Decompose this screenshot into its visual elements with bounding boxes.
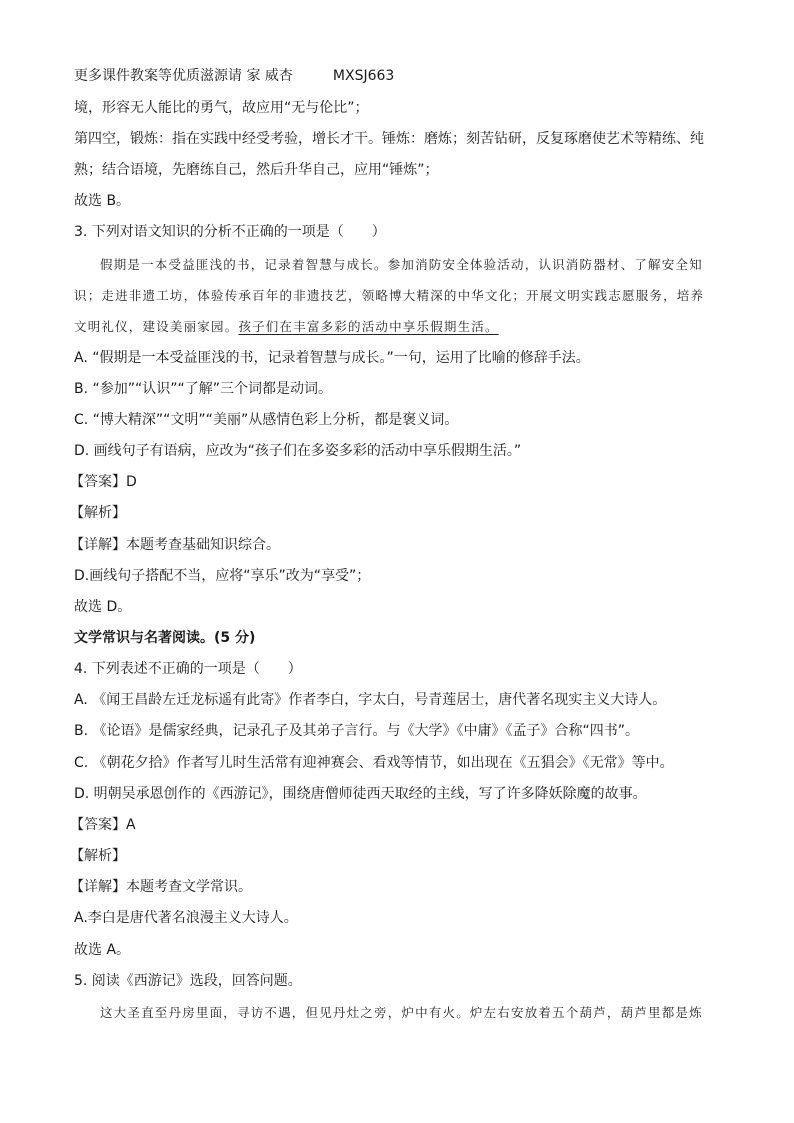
q3-passage-line-1: 假期是一本受益匪浅的书，记录着智慧与成长。参加消防安全体验活动，认识消防器材、了解安全知 [100, 257, 703, 272]
q4-analysis-label: 【解析】 [70, 848, 126, 864]
q3-analysis-label: 【解析】 [70, 505, 126, 521]
q4-answer: 【答案】A [70, 817, 136, 833]
prev-answer-line-3: 熟；结合语境，先磨练自己，然后升华自己，应用“锤炼”； [74, 162, 439, 178]
q3-passage-line-3 [74, 317, 499, 337]
prev-answer-line-1: 境，形容无人能比的勇气，故应用“无与伦比”； [74, 100, 369, 116]
q4-explanation: A.李白是唐代著名浪漫主义大诗人。 [74, 910, 298, 926]
q3-answer: 【答案】D [70, 474, 137, 490]
q4-option-b: B. 《论语》是儒家经典，记录孔子及其弟子言行。与《大学》《中庸》《孟子》合称“四书”。 [74, 723, 640, 739]
q3-option-b: B. “参加”“认识”“了解”三个词都是动词。 [74, 381, 333, 397]
q4-choose: 故选 A。 [74, 942, 131, 958]
q3-option-a: A. “假期是一本受益匪浅的书，记录着智慧与成长。”一句，运用了比喻的修辞手法。 [74, 350, 590, 366]
header-code: MXSJ663 [332, 68, 395, 84]
header-text: 更多课件教案等优质滋源请 家 威杏 [74, 68, 293, 84]
q4-option-d: D. 明朝吴承恩创作的《西游记》，围绕唐僧师徒西天取经的主线，写了许多降妖除魔的故事。 [74, 786, 647, 802]
q4-option-c: C. 《朝花夕拾》作者写儿时生活常有迎神赛会、看戏等情节，如出现在《五猖会》《无常》等中。 [74, 755, 674, 771]
q3-option-d: D. 画线句子有语病，应改为“孩子们在多姿多彩的活动中享乐假期生活。” [74, 443, 522, 459]
prev-answer-line-2: 第四空，锻炼：指在实践中经受考验，增长才干。锤炼：磨炼；刻苦钻研，反复琢磨使艺术等精练、纯 [74, 131, 704, 147]
prev-choose: 故选 B。 [74, 193, 131, 209]
section-title: 文学常识与名著阅读。(5 分) [74, 630, 256, 646]
q3-detail: 【详解】本题考查基础知识综合。 [70, 537, 280, 553]
q3-underlined-sentence: 孩子们在丰富多彩的活动中享乐假期生活。 [238, 319, 499, 334]
header-line [74, 66, 394, 86]
q5-passage-line-1: 这大圣直至丹房里面，寻访不遇，但见丹灶之旁，炉中有火。炉左右安放着五个葫芦，葫芦里都是炼 [100, 1005, 703, 1020]
q4-stem: 4. 下列表述不正确的一项是（ ） [74, 661, 302, 677]
q3-explanation: D.画线句子搭配不当，应将“享乐”改为“享受”； [74, 568, 371, 584]
q5-stem: 5. 阅读《西游记》选段，回答问题。 [74, 973, 302, 989]
q3-option-c: C. “博大精深”“文明”“美丽”从感情色彩上分析，都是褒义词。 [74, 412, 459, 428]
q4-detail: 【详解】本题考查文学常识。 [70, 879, 252, 895]
q3-passage-line-2: 识；走进非遗工坊，体验传承百年的非遗技艺，领略博大精深的中华文化；开展文明实践志愿服务，培养 [74, 288, 705, 303]
q3-passage-text: 文明礼仪，建设美丽家园。 [74, 319, 239, 334]
q3-choose: 故选 D。 [74, 599, 132, 615]
q4-option-a: A. 《闻王昌龄左迁龙标遥有此寄》作者李白，字太白，号青莲居士，唐代著名现实主义大诗人。 [74, 692, 667, 708]
q3-stem: 3. 下列对语文知识的分析不正确的一项是（ ） [74, 224, 386, 240]
